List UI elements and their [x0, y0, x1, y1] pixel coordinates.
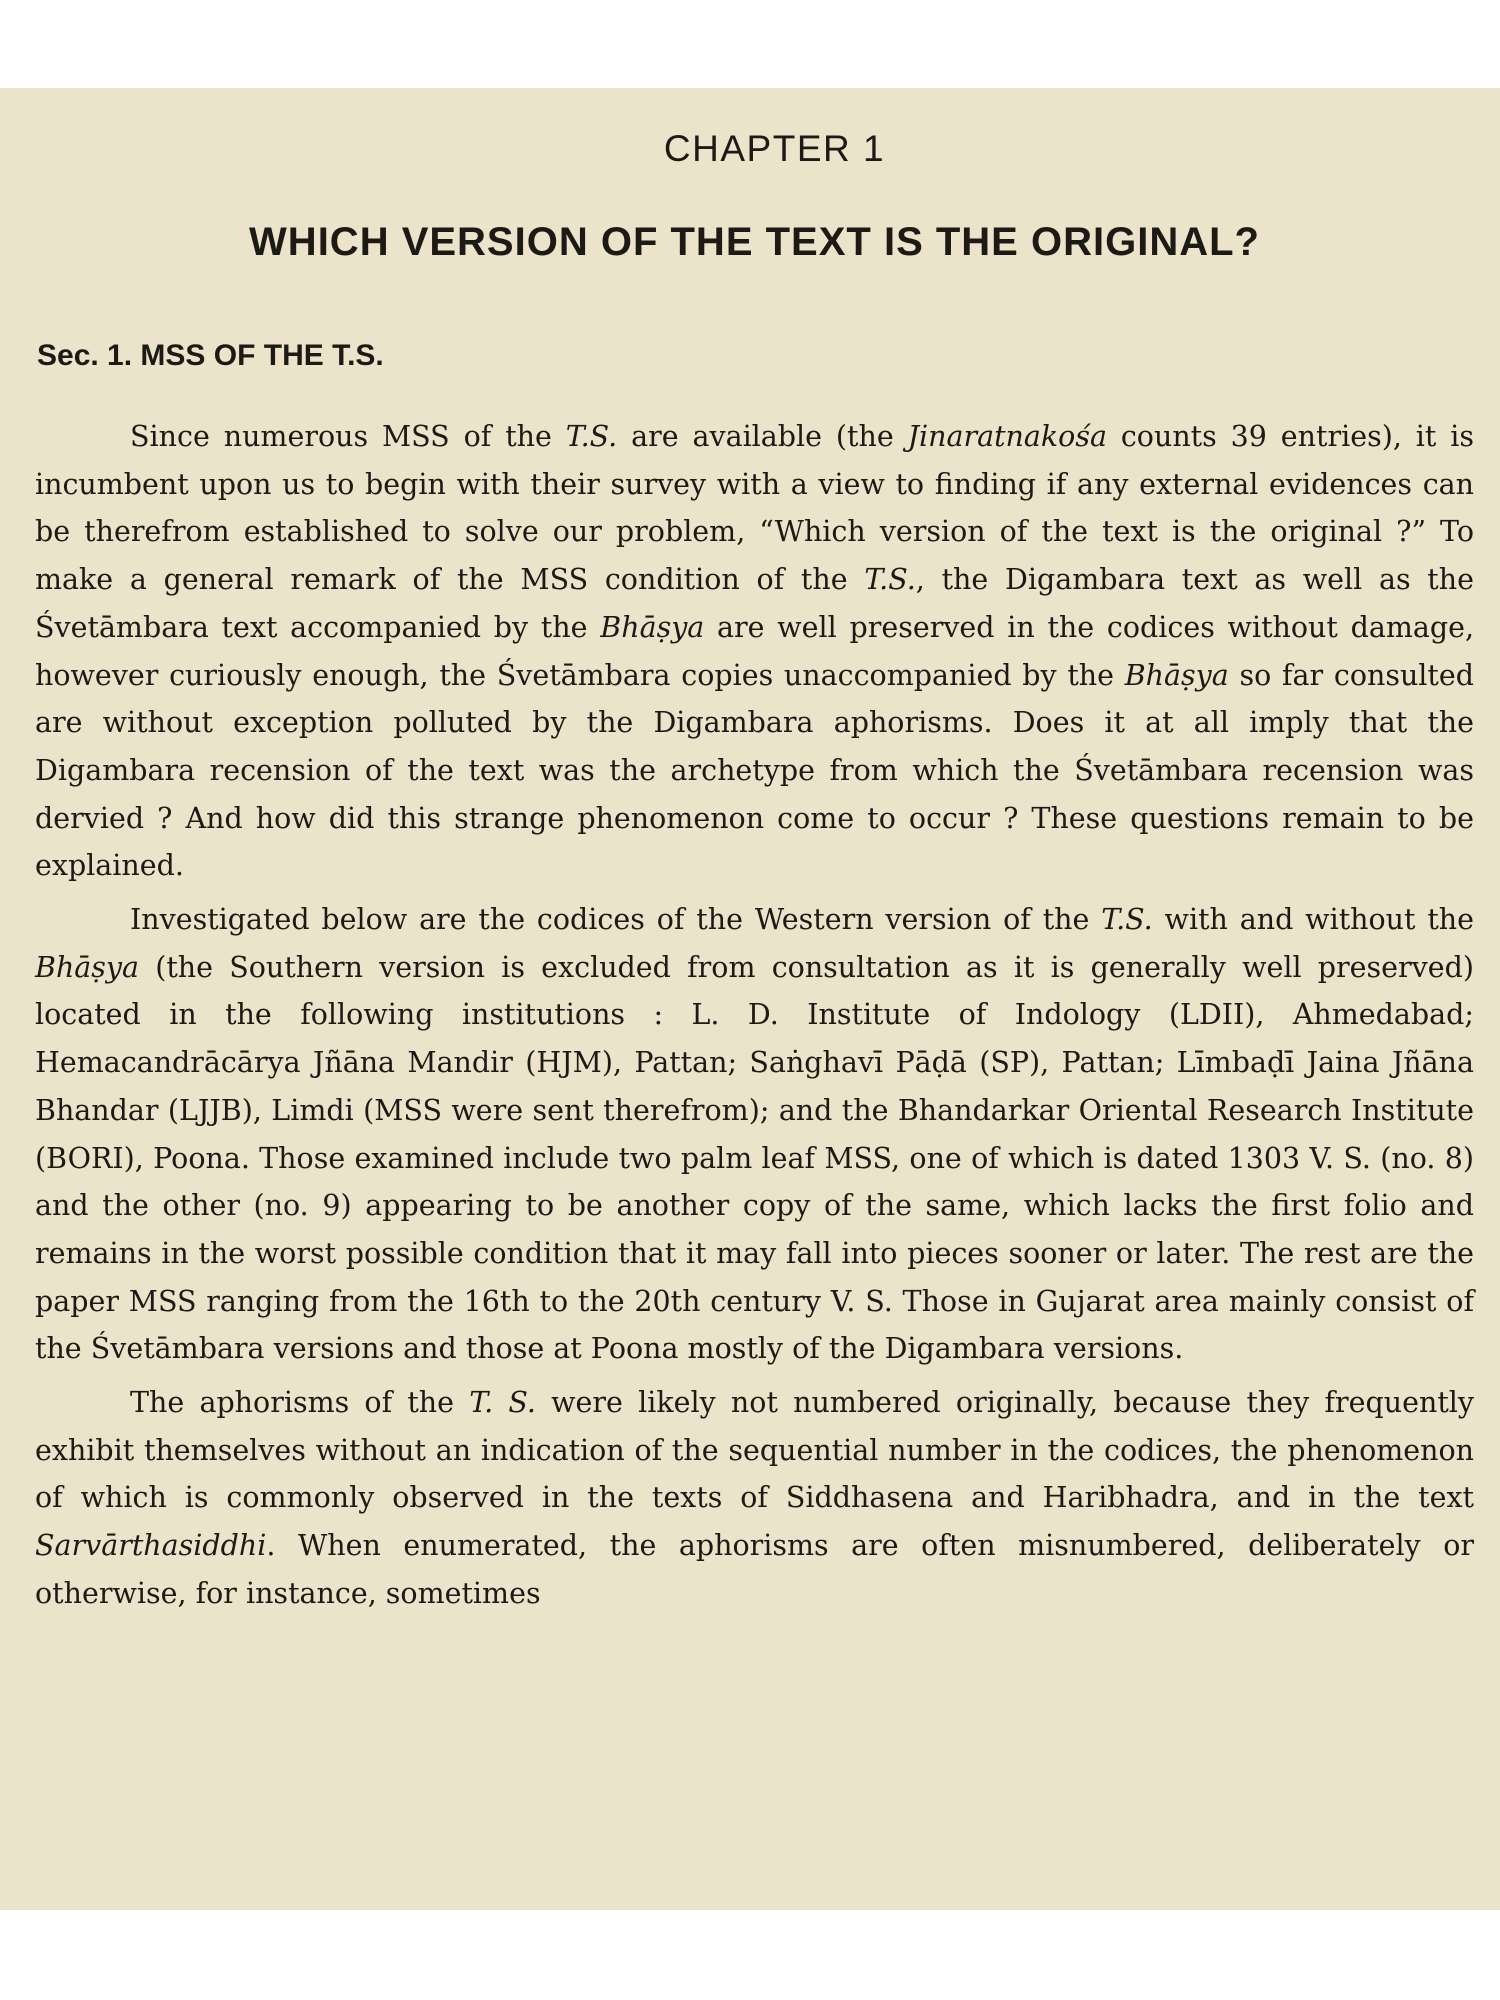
text-run: (the Southern version is excluded from consultation as it is generally well preserved) located in the following institutions : L. D. Institute of Indology (LDII), Ahmedabad; Hemacandrācārya Jñāna Mandir (HJM), Pattan; Saṅghavī Pāḍā (SP), Pattan; Līmbaḍī Jaina Jñāna Bhandar (LJJB), Limdi (MSS were sent therefrom); and the Bhandarkar Oriental Research Institute (BORI), Poona. Those examined include two palm leaf MSS, one of which is dated 1303 V. S. (no. 8) and the other (no. 9) appearing to be another copy of the same, which lacks the first folio and remains in the worst possible condition that it may fall into pieces sooner or later. The rest are the paper MSS ranging from the 16th to the 20th century V. S. Those in Gujarat area mainly consist of the Śvetāmbara versions and those at Poona mostly of the Digambara versions.	[35, 950, 1474, 1366]
text-run: are available (the	[617, 420, 908, 453]
italic-term: Sarvārthasiddhi	[35, 1529, 267, 1563]
italic-term: Bhāṣya	[600, 610, 705, 644]
text-run: with and without the	[1152, 903, 1474, 937]
italic-term: Bhāṣya	[1124, 658, 1229, 692]
text-run: Investigated below are the codices of the Western version of the	[130, 903, 1102, 937]
italic-term: Jinaratnakośa	[907, 420, 1107, 453]
italic-term: T. S.	[469, 1386, 536, 1420]
book-page	[0, 88, 1500, 1910]
text-run: The aphorisms of the	[130, 1386, 470, 1420]
italic-term: T.S.	[1101, 903, 1153, 937]
text-run: are well preserved in the codices without damage, however curiously enough, the Śvetāmbara copies unaccompanied by the	[35, 610, 1475, 692]
italic-term: Bhāṣya	[35, 950, 140, 984]
text-run: were likely not numbered originally, because they frequently exhibit themselves without an indication of the sequential number in the codices, the phenomenon of which is commonly observed in the texts of Siddhasena and Haribhadra, and in the text	[35, 1386, 1474, 1515]
paragraph-aphorism-numbering	[35, 1379, 1474, 1618]
text-run: . When enumerated, the aphorisms are often misnumbered, deliberately or otherwise, for instance, sometimes	[35, 1529, 1474, 1610]
italic-term: T.S.	[864, 563, 916, 597]
paragraph-mss-survey	[35, 413, 1474, 890]
chapter-label: CHAPTER 1	[663, 128, 886, 169]
text-run: , the Digambara text as well as the Śvetāmbara text accompanied by the	[35, 563, 1474, 644]
text-run: so far consulted are without exception polluted by the Digambara aphorisms. Does it at all imply that the Digambara recension of the text was the archetype from which the Śvetāmbara recension was dervied ? And how did this strange phenomenon come to occur ? These questions remain to be explained.	[35, 658, 1474, 883]
chapter-title: WHICH VERSION OF THE TEXT IS THE ORIGINAL?	[249, 220, 1260, 264]
section-heading: Sec. 1. MSS OF THE T.S.	[37, 339, 384, 372]
text-run: counts 39 entries), it is incumbent upon us to begin with their survey with a view to finding if any external evidences can be therefrom established to solve our problem, “Which version of the text is the original ?” To make a general remark of the MSS condition of the	[35, 420, 1474, 597]
italic-term: T.S.	[565, 420, 618, 453]
paragraph-codices-investigated	[35, 896, 1474, 1373]
text-run: Since numerous MSS of the	[130, 420, 566, 453]
